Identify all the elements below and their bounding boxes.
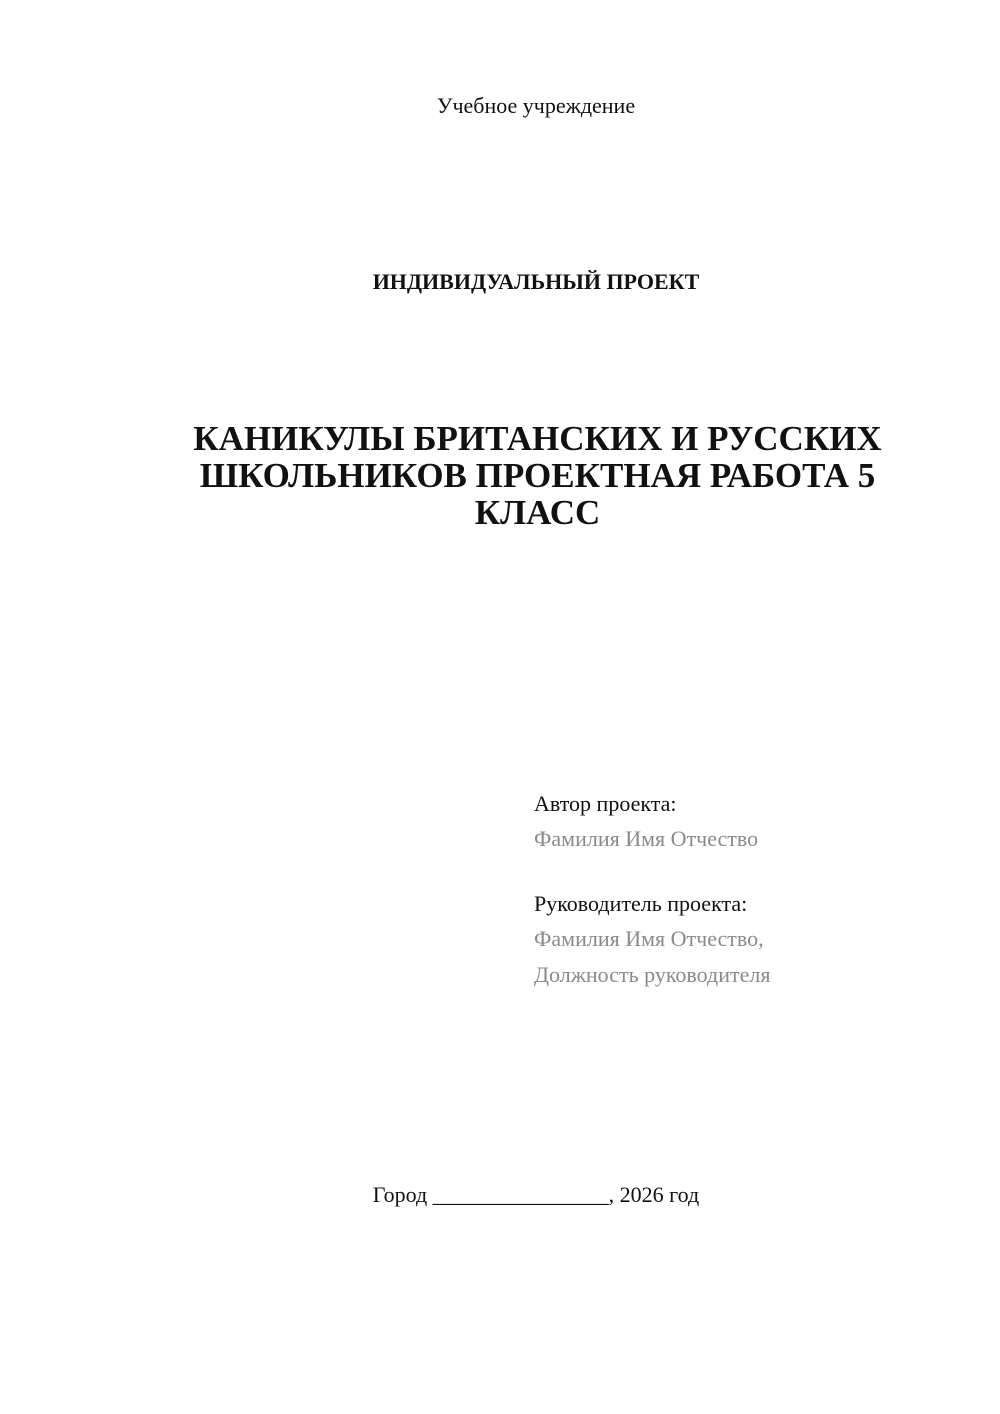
author-name: Фамилия Имя Отчество [534, 826, 759, 851]
supervisor-label: Руководитель проекта: [534, 891, 748, 916]
document-title-line: ШКОЛЬНИКОВ ПРОЕКТНАЯ РАБОТА 5 [199, 456, 876, 495]
supervisor-position: Должность руководителя [534, 962, 771, 987]
spacer [534, 857, 974, 887]
project-info [534, 787, 974, 993]
city-year: Город ________________, 2026 год [372, 1182, 700, 1207]
supervisor-name: Фамилия Имя Отчество, [534, 926, 764, 951]
document-type: ИНДИВИДУАЛЬНЫЙ ПРОЕКТ [372, 269, 700, 294]
author-label: Автор проекта: [534, 791, 677, 816]
document-title-line: КЛАСС [474, 493, 601, 532]
institution-name: Учебное учреждение [436, 93, 636, 118]
document-title [150, 420, 925, 531]
document-title-line: КАНИКУЛЫ БРИТАНСКИХ И РУССКИХ [193, 419, 882, 458]
